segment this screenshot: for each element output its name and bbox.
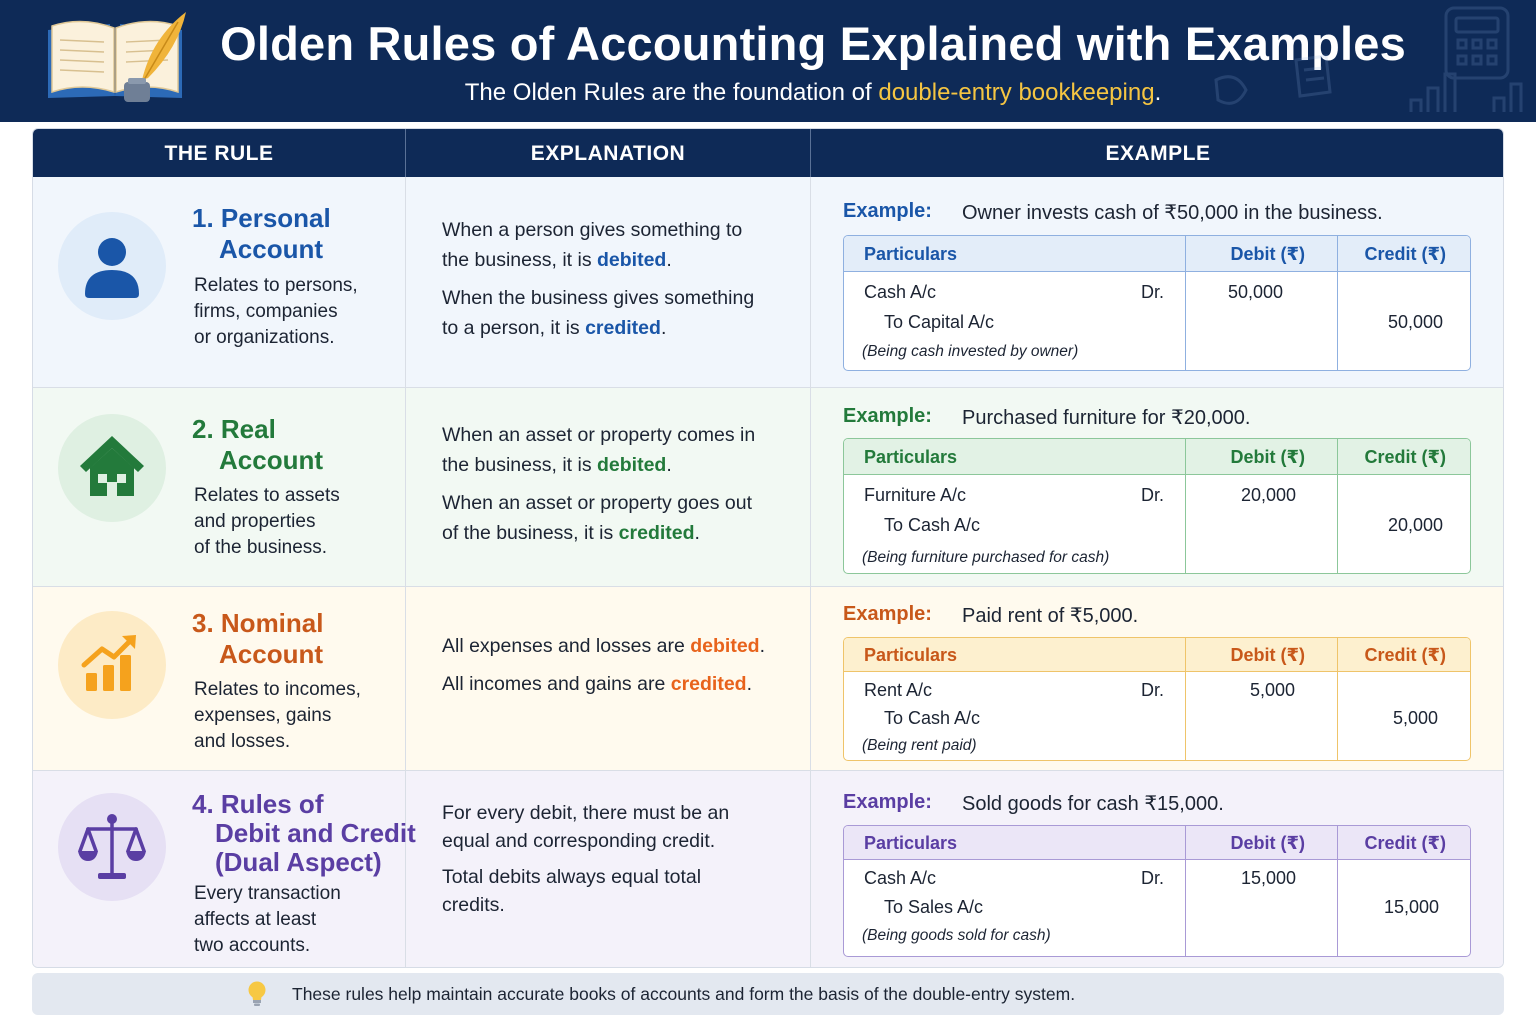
- debit-amount: 5,000: [1250, 680, 1296, 700]
- rule-explanation: For every debit, there must be an equal and corresponding credit. Total debits always equal total credits.: [442, 802, 730, 916]
- balance-scale-icon: [58, 793, 166, 901]
- lightbulb-icon: [246, 980, 268, 1008]
- rule-description: Every transaction affects at least two accounts.: [194, 883, 341, 956]
- rule-title: 2. Real Account: [192, 414, 323, 475]
- journal-header: Particulars Debit (₹) Credit (₹): [844, 638, 1470, 672]
- page-subtitle: The Olden Rules are the foundation of double-entry bookkeeping.: [464, 79, 1162, 106]
- rule-explanation: All expenses and losses are debited. All incomes and gains are credited.: [442, 635, 765, 695]
- example-label: Example:: [843, 405, 932, 427]
- journal-header: Particulars Debit (₹) Credit (₹): [844, 826, 1470, 860]
- footer-text: These rules help maintain accurate books of accounts and form the basis of the double-entry system.: [292, 984, 1076, 1004]
- debit-account: Cash A/c: [864, 282, 937, 302]
- footer-note: [32, 973, 1504, 1015]
- narration: (Being goods sold for cash): [862, 927, 1051, 944]
- rule-title: 1. Personal Account: [192, 203, 331, 264]
- column-header-explanation: EXPLANATION: [530, 142, 686, 165]
- credit-account: To Cash A/c: [884, 708, 981, 728]
- calculator-icon: [1446, 8, 1508, 78]
- house-icon: [58, 414, 166, 522]
- rule-description: Relates to persons, firms, companies or organizations.: [194, 275, 358, 348]
- debit-account: Cash A/c: [864, 868, 937, 888]
- example-label: Example:: [843, 200, 932, 222]
- table-row: [33, 771, 1504, 968]
- credit-account: To Cash A/c: [884, 515, 981, 535]
- credit-amount: 15,000: [1384, 897, 1440, 917]
- debit-account: Rent A/c: [864, 680, 933, 700]
- example-text: Paid rent of ₹5,000.: [962, 605, 1139, 627]
- example-text: Purchased furniture for ₹20,000.: [962, 407, 1251, 429]
- subtitle-highlight: double-entry bookkeeping: [878, 79, 1155, 106]
- rule-title: 3. Nominal Account: [192, 608, 324, 669]
- table-row: [33, 587, 1504, 771]
- credit-amount: 5,000: [1393, 708, 1439, 728]
- journal-entry-table: [843, 438, 1471, 574]
- credit-amount: 20,000: [1388, 515, 1444, 535]
- debit-amount: 20,000: [1241, 485, 1297, 505]
- narration: (Being cash invested by owner): [862, 343, 1079, 360]
- person-icon: [58, 212, 166, 320]
- rule-explanation: When a person gives something to the business, it is debited. When the business gives something to a person, it is credited.: [442, 219, 755, 339]
- example-text: Sold goods for cash ₹15,000.: [962, 793, 1224, 815]
- dr-marker: Dr.: [1141, 868, 1165, 888]
- narration: (Being rent paid): [862, 737, 977, 754]
- debit-amount: 50,000: [1228, 282, 1284, 302]
- column-header-rule: THE RULE: [164, 142, 274, 165]
- rule-description: Relates to assets and properties of the business.: [194, 485, 340, 558]
- debit-amount: 15,000: [1241, 868, 1297, 888]
- credit-amount: 50,000: [1388, 312, 1444, 332]
- journal-entry-table: [843, 637, 1471, 761]
- example-text: Owner invests cash of ₹50,000 in the business.: [962, 202, 1383, 224]
- journal-header: Particulars Debit (₹) Credit (₹): [844, 236, 1470, 272]
- credit-account: To Sales A/c: [884, 897, 984, 917]
- growth-chart-icon: [58, 611, 166, 719]
- credit-account: To Capital A/c: [884, 312, 995, 332]
- header-banner: [0, 0, 1536, 122]
- open-book-icon: [40, 8, 190, 108]
- dr-marker: Dr.: [1141, 680, 1165, 700]
- dr-marker: Dr.: [1141, 485, 1165, 505]
- column-header-example: EXAMPLE: [1105, 142, 1211, 165]
- journal-header: Particulars Debit (₹) Credit (₹): [844, 439, 1470, 475]
- journal-entry-table: [843, 235, 1471, 371]
- decorative-icons: [1206, 0, 1536, 122]
- rule-explanation: When an asset or property comes in the business, it is debited. When an asset or property goes out of the business, it is credited.: [442, 424, 756, 544]
- example-label: Example:: [843, 791, 932, 813]
- debit-account: Furniture A/c: [864, 485, 967, 505]
- journal-entry-table: [843, 825, 1471, 957]
- narration: (Being furniture purchased for cash): [862, 549, 1110, 566]
- table-row: [33, 177, 1504, 388]
- table-header: [33, 129, 1504, 177]
- rule-title: 4. Rules of Debit and Credit (Dual Aspect): [192, 789, 416, 877]
- rules-table: [32, 128, 1504, 968]
- table-row: [33, 388, 1504, 587]
- rule-description: Relates to incomes, expenses, gains and losses.: [194, 679, 361, 752]
- example-label: Example:: [843, 603, 932, 625]
- page-title: Olden Rules of Accounting Explained with Examples: [220, 17, 1406, 70]
- dr-marker: Dr.: [1141, 282, 1165, 302]
